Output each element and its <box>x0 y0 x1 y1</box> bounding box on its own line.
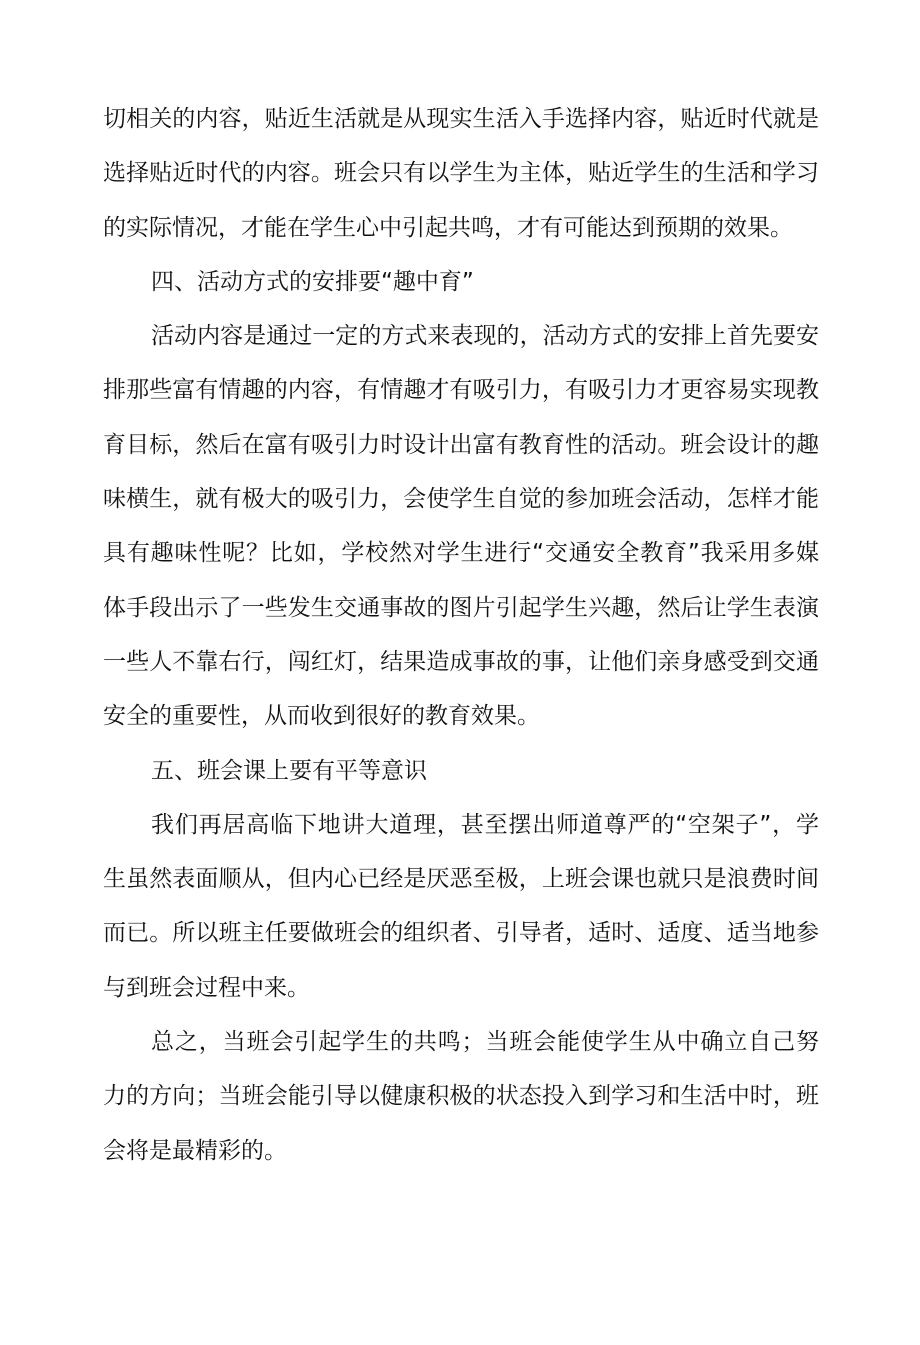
document-body <box>103 92 819 1178</box>
text-line: 一些人不靠右行，闯红灯，结果造成事故的事，让他们亲身感受到交通 <box>103 648 819 675</box>
text-line: 育目标，然后在富有吸引力时设计出富有教育性的活动。班会设计的趣 <box>103 431 819 458</box>
text-line: 总之，当班会引起学生的共鸣；当班会能使学生从中确立自己努 <box>151 1029 819 1056</box>
text-line: 安全的重要性，从而收到很好的教育效果。 <box>103 703 540 730</box>
text-line: 的实际情况，才能在学生心中引起共鸣，才有可能达到预期的效果。 <box>103 214 793 241</box>
text-line: 排那些富有情趣的内容，有情趣才有吸引力，有吸引力才更容易实现教 <box>103 377 819 404</box>
text-line: 具有趣味性呢？比如，学校然对学生进行“交通安全教育”我采用多媒 <box>103 540 819 567</box>
text-line: 选择贴近时代的内容。班会只有以学生为主体，贴近学生的生活和学习 <box>103 160 819 187</box>
text-line: 会将是最精彩的。 <box>103 1137 287 1164</box>
text-line: 体手段出示了一些发生交通事故的图片引起学生兴趣，然后让学生表演 <box>103 594 819 621</box>
text-line: 而已。所以班主任要做班会的组织者、引导者，适时、适度、适当地参 <box>103 920 819 947</box>
section-heading: 四、活动方式的安排要“趣中育” <box>151 268 474 295</box>
text-line: 生虽然表面顺从，但内心已经是厌恶至极，上班会课也就只是浪费时间 <box>103 866 819 893</box>
text-line: 与到班会过程中来。 <box>103 974 310 1001</box>
section-heading: 五、班会课上要有平等意识 <box>151 757 427 784</box>
text-line: 我们再居高临下地讲大道理，甚至摆出师道尊严的“空架子”，学 <box>151 811 819 838</box>
text-line: 味横生，就有极大的吸引力，会使学生自觉的参加班会活动，怎样才能 <box>103 486 819 513</box>
text-line: 切相关的内容，贴近生活就是从现实生活入手选择内容，贴近时代就是 <box>103 106 819 132</box>
text-line: 活动内容是通过一定的方式来表现的，活动方式的安排上首先要安 <box>151 323 819 350</box>
text-line: 力的方向；当班会能引导以健康积极的状态投入到学习和生活中时，班 <box>103 1083 819 1110</box>
